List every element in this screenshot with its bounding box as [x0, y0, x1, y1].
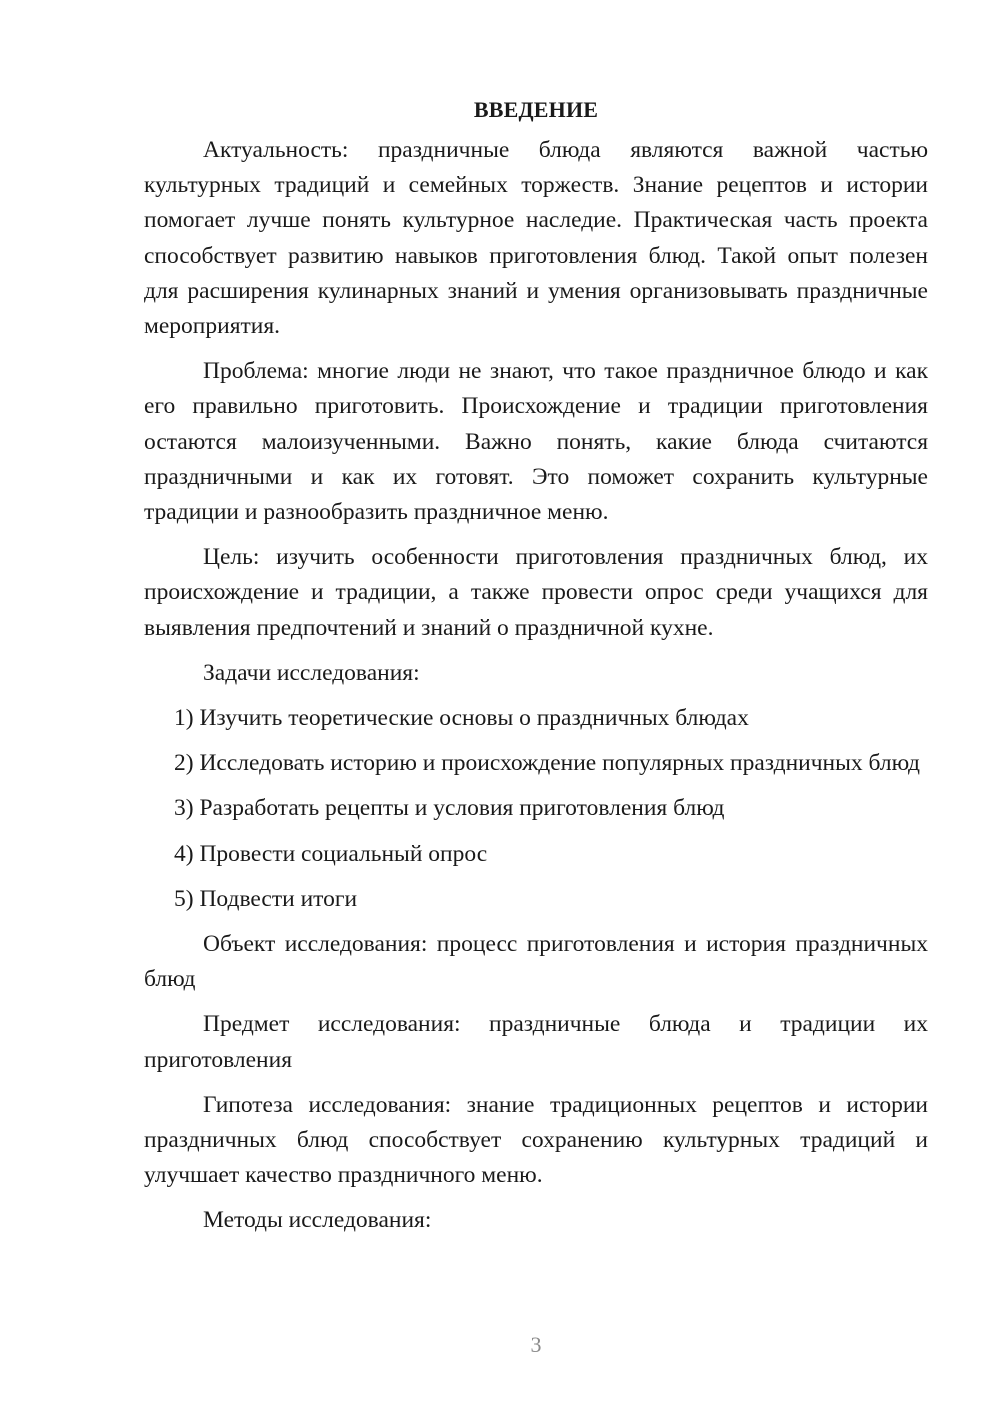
task-item-1: 1) Изучить теоретические основы о праздничных блюдах [174, 705, 749, 732]
object-paragraph: Объект исследования: процесс приготовления и история праздничных блюд [144, 931, 928, 993]
page-number: 3 [530, 1332, 542, 1357]
task-item-3: 3) Разработать рецепты и условия приготовления блюд [174, 795, 725, 822]
task-item-4: 4) Провести социальный опрос [174, 840, 488, 867]
section-heading: ВВЕДЕНИЕ [473, 97, 599, 122]
methods-title: Методы исследования: [203, 1207, 432, 1234]
task-item-5: 5) Подвести итоги [174, 885, 358, 912]
hypothesis-paragraph: Гипотеза исследования: знание традиционных рецептов и истории праздничных блюд способствует сохранению культурных традиций и улучшает качество праздничного меню. [144, 1091, 928, 1189]
relevance-paragraph: Актуальность: праздничные блюда являются важной частью культурных традиций и семейных торжеств. Знание рецептов и истории помогает лучше понять культурное наследие. Практическая часть проекта способствует развитию навыков приготовления блюд. Такой опыт полезен для расширения кулинарных знаний и умения организовывать праздничные мероприятия. [144, 137, 928, 340]
subject-paragraph: Предмет исследования: праздничные блюда и традиции их приготовления [144, 1011, 928, 1073]
tasks-title: Задачи исследования: [203, 659, 420, 686]
page-content [144, 92, 928, 1249]
goal-paragraph: Цель: изучить особенности приготовления праздничных блюд, их происхождение и традиции, а также провести опрос среди учащихся для выявления предпочтений и знаний о праздничной кухне. [144, 544, 928, 641]
problem-paragraph: Проблема: многие люди не знают, что такое праздничное блюдо и как его правильно приготовить. Происхождение и традиции приготовления остаются малоизученными. Важно понять, какие блюда считаются праздничными и как их готовят. Это поможет сохранить культурные традиции и разнообразить праздничное меню. [144, 358, 928, 526]
task-item-2: 2) Исследовать историю и происхождение популярных праздничных блюд [174, 750, 920, 777]
